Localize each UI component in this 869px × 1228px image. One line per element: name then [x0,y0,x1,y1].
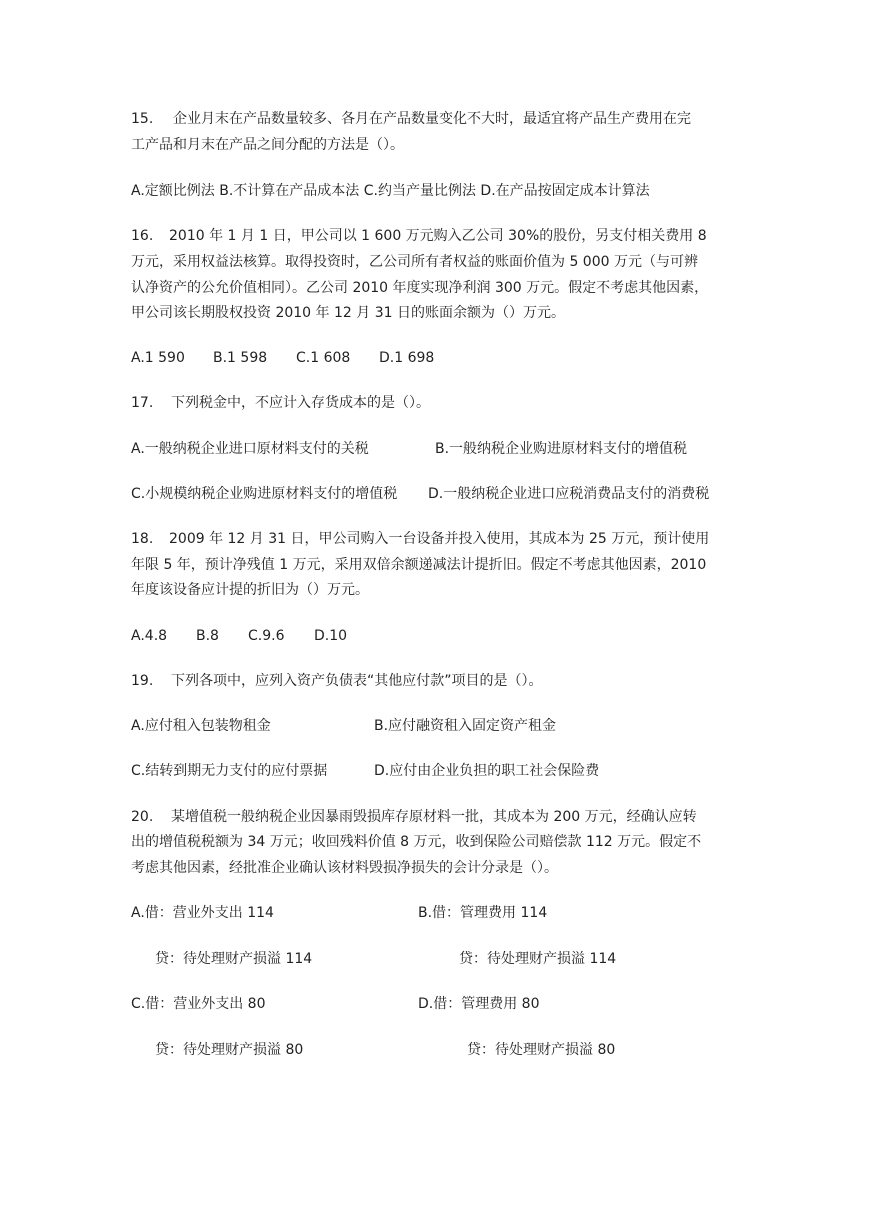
question-18-option-a: A.4.8 [131,628,168,644]
question-20-entry-row-3 [131,994,540,1014]
question-16-line-3 [131,278,709,298]
question-18-option-b: B.8 [196,628,219,644]
question-18-stem: 年度该设备应计提的折旧为（）万元。 [131,582,369,598]
question-15-line-1 [131,109,691,129]
question-20-stem: 出的增值税税额为 34 万元；收回残料价值 8 万元，收到保险公司赔偿款 112 万元。假定不 [131,834,702,850]
question-20-option-b-credit: 贷：待处理财产损溢 114 [459,951,617,967]
question-16-stem: 甲公司该长期股权投资 2010 年 12 月 31 日的账面余额为（）万元。 [131,305,565,321]
question-19-option-c: C.结转到期无力支付的应付票据 [131,763,328,779]
question-16-line-4 [131,303,565,323]
question-18-stem: 年限 5 年，预计净残值 1 万元，采用双倍余额递减法计提折旧。假定不考虑其他因素，2010 [131,557,707,573]
question-19-option-b: B.应付融资租入固定资产租金 [374,718,557,734]
question-15-option-line: A.定额比例法 B.不计算在产品成本法 C.约当产量比例法 D.在产品按固定成本计算法 [131,183,650,199]
question-20-stem: 某增值税一般纳税企业因暴雨毁损库存原材料一批，其成本为 200 万元，经确认应转 [171,809,697,825]
question-19-number: 19. [131,673,154,689]
question-17-option-a: A.一般纳税企业进口原材料支付的关税 [131,441,369,457]
question-19-options-row-2 [131,761,600,781]
question-20-line-1 [131,807,697,827]
question-20-option-c-debit: C.借：营业外支出 80 [131,996,266,1012]
question-19-option-a: A.应付租入包装物租金 [131,718,271,734]
question-20-option-d-credit: 贷：待处理财产损溢 80 [467,1042,616,1058]
question-20-entry-row-4 [131,1040,616,1060]
question-15-stem: 工产品和月末在产品之间分配的方法是（）。 [131,137,404,153]
question-17-line-1 [131,393,430,413]
question-15-line-2 [131,135,404,155]
question-16-options [131,348,435,368]
question-20-stem: 考虑其他因素，经批准企业确认该材料毁损净损失的会计分录是（）。 [131,860,558,876]
question-16-number: 16. [131,228,154,244]
question-18-stem: 2009 年 12 月 31 日，甲公司购入一台设备并投入使用，其成本为 25 万元，预计使用 [169,531,710,547]
question-17-options-row-2 [131,484,710,504]
question-15-number: 15. [131,111,154,127]
question-16-line-2 [131,252,698,272]
question-19-option-d: D.应付由企业负担的职工社会保险费 [374,763,600,779]
question-16-stem: 认净资产的公允价值相同）。乙公司 2010 年度实现净利润 300 万元。假定不考虑其他因素， [131,280,709,296]
question-20-option-d-debit: D.借：管理费用 80 [418,996,540,1012]
question-20-entry-row-2 [131,949,617,969]
question-18-line-1 [131,529,710,549]
question-20-option-c-credit: 贷：待处理财产损溢 80 [155,1042,304,1058]
question-15-options [131,181,650,201]
question-20-option-a-credit: 贷：待处理财产损溢 114 [155,951,313,967]
question-17-stem: 下列税金中，不应计入存货成本的是（）。 [171,395,430,411]
question-20-option-a-debit: A.借：营业外支出 114 [131,905,274,921]
question-20-number: 20. [131,809,154,825]
question-16-line-1 [131,226,707,246]
question-20-option-b-debit: B.借：管理费用 114 [418,905,548,921]
question-19-options-row-1 [131,716,557,736]
question-17-option-b: B.一般纳税企业购进原材料支付的增值税 [435,441,688,457]
question-18-options [131,626,348,646]
question-16-option-a: A.1 590 [131,350,185,366]
question-18-number: 18. [131,531,154,547]
question-16-option-c: C.1 608 [296,350,351,366]
question-20-entry-row-1 [131,903,548,923]
question-20-line-2 [131,832,702,852]
question-17-option-c: C.小规模纳税企业购进原材料支付的增值税 [131,486,398,502]
question-18-option-c: C.9.6 [248,628,285,644]
question-20-line-3 [131,858,558,878]
question-17-number: 17. [131,395,154,411]
question-18-line-3 [131,580,369,600]
question-16-stem: 2010 年 1 月 1 日，甲公司以 1 600 万元购入乙公司 30%的股份，另支付相关费用 8 [169,228,707,244]
question-15-stem: 企业月末在产品数量较多、各月在产品数量变化不大时，最适宜将产品生产费用在完 [173,111,691,127]
question-16-stem: 万元，采用权益法核算。取得投资时，乙公司所有者权益的账面价值为 5 000 万元（与可辨 [131,254,698,270]
question-19-line-1 [131,671,543,691]
question-16-option-b: B.1 598 [213,350,268,366]
question-18-option-d: D.10 [314,628,348,644]
question-16-option-d: D.1 698 [379,350,435,366]
question-19-stem: 下列各项中，应列入资产负债表“其他应付款”项目的是（）。 [171,673,543,689]
question-18-line-2 [131,555,707,575]
question-17-option-d: D.一般纳税企业进口应税消费品支付的消费税 [428,486,710,502]
question-17-options-row-1 [131,439,688,459]
